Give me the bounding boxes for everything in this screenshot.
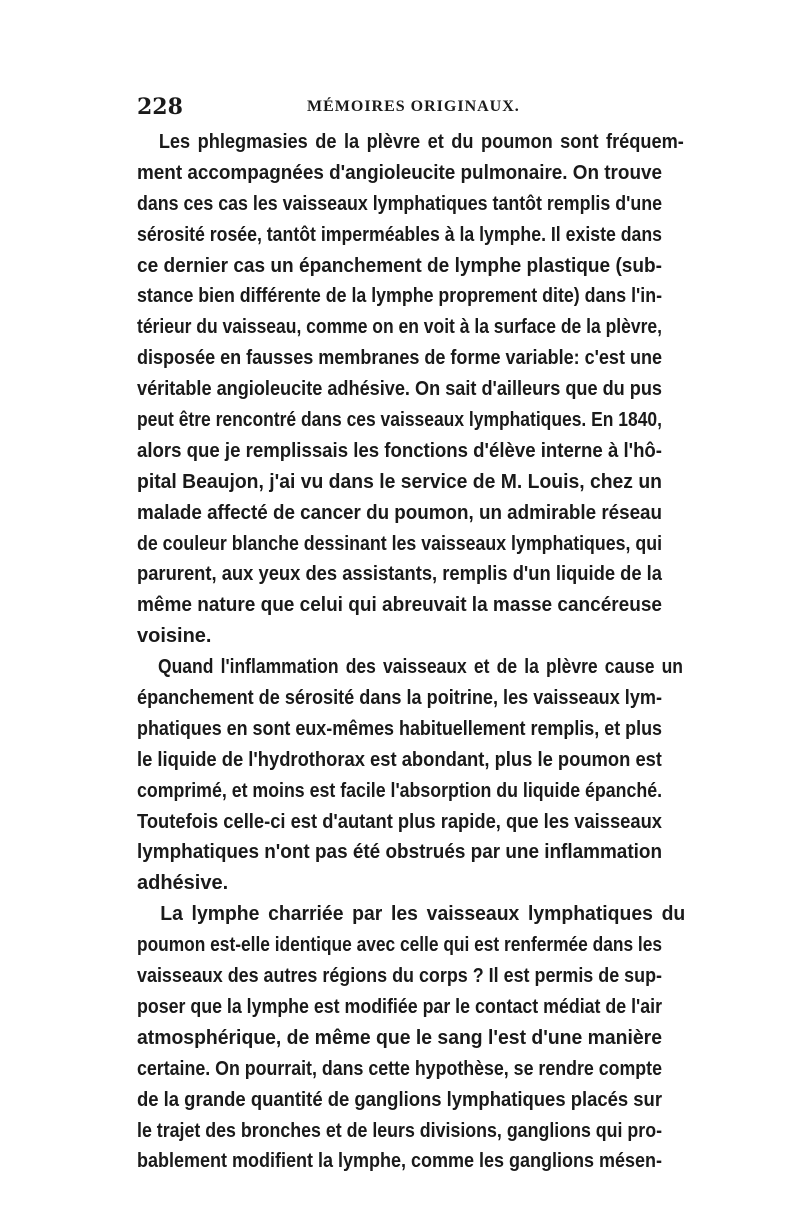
text-line: dans ces cas les vaisseaux lymphatiques tantôt remplis d'une: [137, 192, 662, 215]
text-line: poumon est-elle identique avec celle qui est renfermée dans les: [137, 934, 662, 957]
text-line: le liquide de l'hydrothorax est abondant, plus le poumon est: [137, 748, 662, 771]
running-head: [137, 94, 662, 124]
text-line: Les phlegmasies de la plèvre et du poumon sont fréquem-: [158, 131, 684, 153]
text-line: phatiques en sont eux-mêmes habituellement remplis, et plus: [137, 717, 662, 740]
text-line: parurent, aux yeux des assistants, remplis d'un liquide de la: [137, 563, 662, 586]
text-line: épanchement de sérosité dans la poitrine, les vaisseaux lym-: [137, 687, 662, 710]
text-line: peut être rencontré dans ces vaisseaux lymphatiques. En 1840,: [137, 409, 662, 432]
text-line: malade affecté de cancer du poumon, un admirable réseau: [137, 501, 662, 524]
text-line: térieur du vaisseau, comme on en voit à la surface de la plèvre,: [137, 316, 662, 339]
text-line: disposée en fausses membranes de forme variable: c'est une: [137, 347, 662, 370]
page-number: 228: [137, 94, 183, 120]
text-line: alors que je remplissais les fonctions d'élève interne à l'hô-: [137, 439, 662, 462]
text-line: adhésive.: [137, 872, 229, 895]
text-line: vaisseaux des autres régions du corps ? Il est permis de sup-: [137, 965, 662, 988]
text-line: pital Beaujon, j'ai vu dans le service de M. Louis, chez un: [137, 470, 662, 493]
text-line: le trajet des bronches et de leurs divisions, ganglions qui pro-: [137, 1119, 662, 1142]
text-line: poser que la lymphe est modifiée par le contact médiat de l'air: [137, 995, 662, 1018]
text-line: comprimé, et moins est facile l'absorption du liquide épanché.: [137, 779, 662, 802]
text-line: véritable angioleucite adhésive. On sait d'ailleurs que du pus: [137, 378, 662, 401]
text-line: même nature que celui qui abreuvait la masse cancéreuse: [137, 594, 662, 617]
text-line: sérosité rosée, tantôt imperméables à la lymphe. Il existe dans: [137, 223, 662, 246]
text-line: ce dernier cas un épanchement de lymphe plastique (sub-: [137, 254, 662, 277]
text-line: certaine. On pourrait, dans cette hypothèse, se rendre compte: [137, 1057, 662, 1080]
text-line: Quand l'inflammation des vaisseaux et de la plèvre cause un: [157, 656, 683, 679]
text-line: stance bien différente de la lymphe proprement dite) dans l'in-: [137, 285, 662, 308]
text-line: La lymphe charriée par les vaisseaux lymphatiques du: [160, 903, 686, 926]
body-text: [137, 127, 686, 1177]
text-line: de couleur blanche dessinant les vaisseaux lymphatiques, qui: [137, 532, 662, 555]
text-line: de la grande quantité de ganglions lymphatiques placés sur: [137, 1088, 662, 1111]
text-line: ment accompagnées d'angioleucite pulmonaire. On trouve: [137, 161, 662, 184]
text-line: atmosphérique, de même que le sang l'est d'une manière: [137, 1026, 662, 1049]
text-line: bablement modifient la lymphe, comme les ganglions mésen-: [137, 1150, 662, 1173]
text-line: lymphatiques n'ont pas été obstrués par une inflammation: [137, 841, 662, 864]
text-line: voisine.: [137, 625, 212, 648]
running-title: MÉMOIRES ORIGINAUX.: [307, 98, 520, 115]
text-line: Toutefois celle-ci est d'autant plus rapide, que les vaisseaux: [137, 810, 662, 833]
